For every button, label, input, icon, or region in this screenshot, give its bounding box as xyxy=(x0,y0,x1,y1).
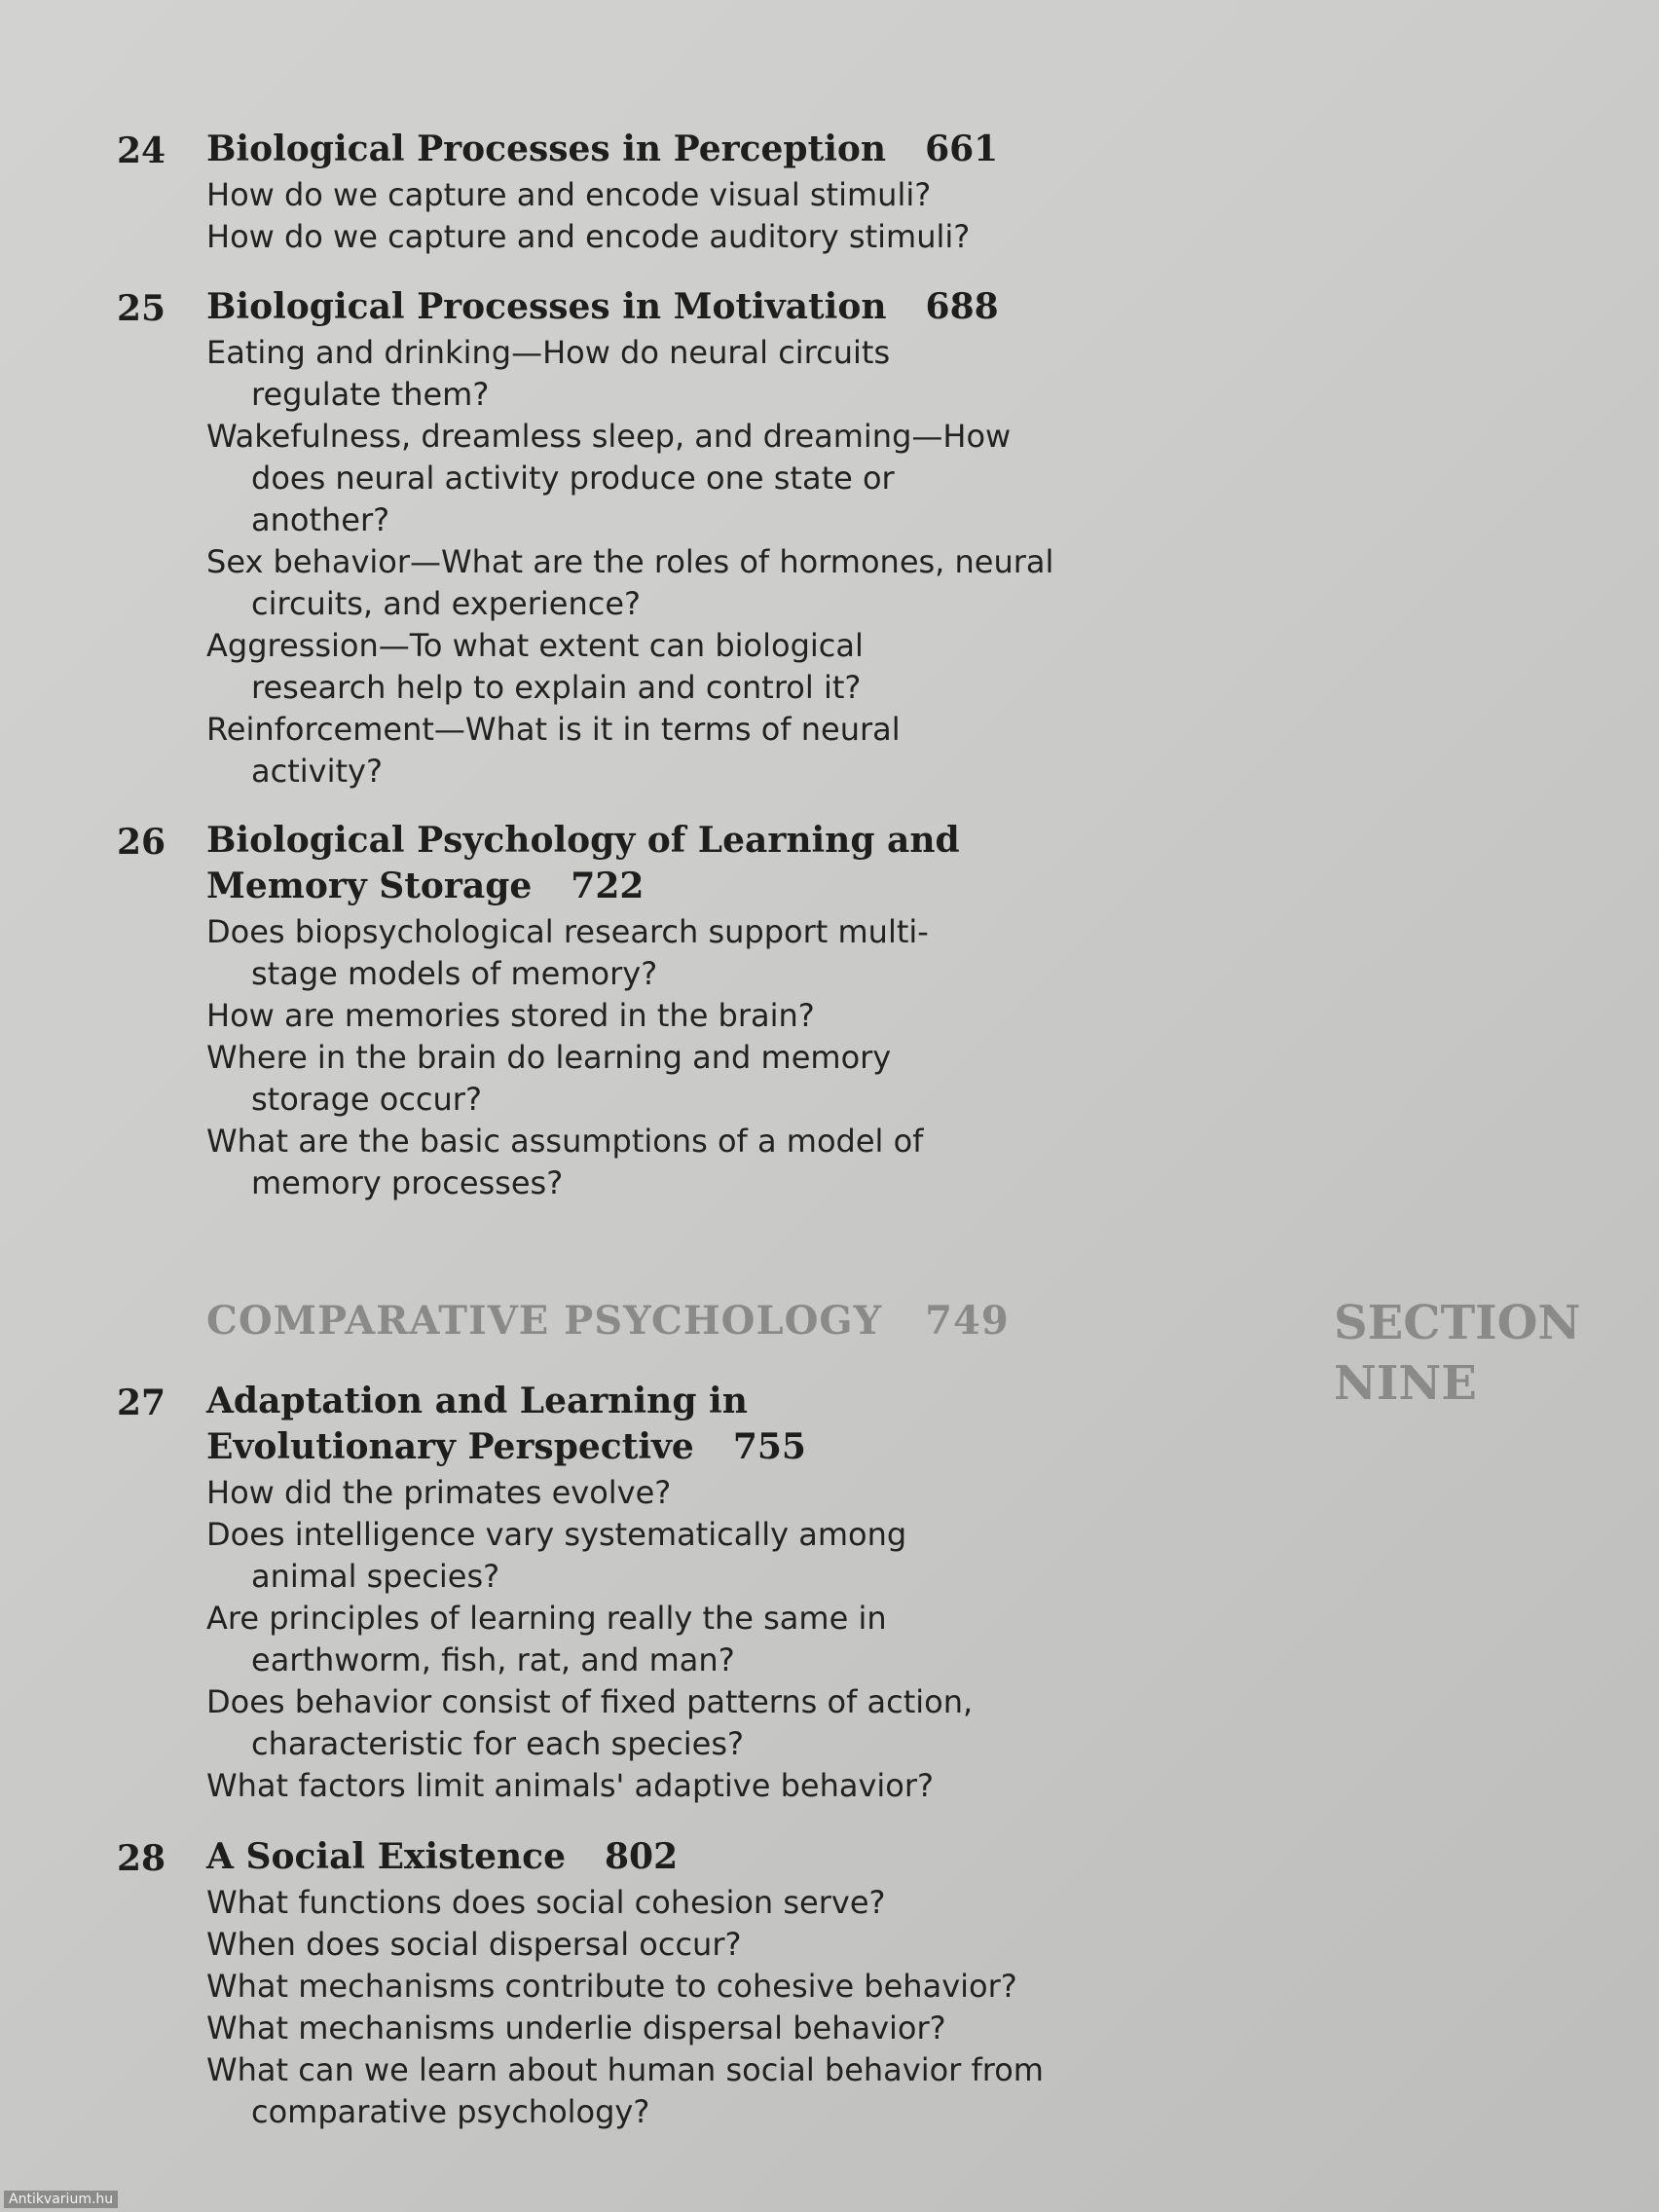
chapter-number: 28 xyxy=(117,1838,166,1879)
question-item: Aggression—To what extent can biological research help to explain and control it? xyxy=(206,627,864,706)
chapter-25 xyxy=(117,284,1180,793)
question-item: What functions does social cohesion serve? xyxy=(206,1884,886,1921)
question-item: How do we capture and encode visual stimuli? xyxy=(206,176,932,213)
chapter-number: 26 xyxy=(117,822,166,863)
question-list xyxy=(206,911,985,1204)
question-item: Where in the brain do learning and memory storage occur? xyxy=(206,1039,892,1118)
section-heading-text: COMPARATIVE PSYCHOLOGY xyxy=(206,1298,883,1344)
question-item: Does behavior consist of fixed patterns of action, characteristic for each species? xyxy=(206,1683,974,1762)
question-item: Are principles of learning really the same in earthworm, fish, rat, and man? xyxy=(206,1600,887,1678)
chapter-26 xyxy=(117,818,1083,1204)
chapter-number: 27 xyxy=(117,1382,166,1423)
question-item: What mechanisms contribute to cohesive behavior? xyxy=(206,1968,1017,2005)
chapter-page-number: 802 xyxy=(604,1836,679,1877)
chapter-title-text: Biological Processes in Motivation xyxy=(206,286,887,327)
question-list xyxy=(206,1472,985,1807)
question-item: When does social dispersal occur? xyxy=(206,1926,742,1963)
question-item: Sex behavior—What are the roles of hormones, neural circuits, and experience? xyxy=(206,543,1054,622)
question-item: Wakefulness, dreamless sleep, and dreaming—How does neural activity produce one state or another? xyxy=(206,418,1012,538)
chapter-number: 25 xyxy=(117,288,166,329)
question-item: What factors limit animals' adaptive behavior? xyxy=(206,1767,935,1804)
chapter-title-text: Biological Processes in Perception xyxy=(206,129,887,169)
chapter-page-number: 755 xyxy=(732,1426,806,1467)
question-item: How did the primates evolve? xyxy=(206,1474,672,1511)
section-label-line2: NINE xyxy=(1334,1356,1477,1411)
question-item: How do we capture and encode auditory stimuli? xyxy=(206,218,971,255)
chapter-number: 24 xyxy=(117,130,166,171)
chapter-title-text: A Social Existence xyxy=(206,1836,566,1877)
chapter-title xyxy=(206,818,1083,909)
chapter-page-number: 722 xyxy=(571,866,645,906)
question-item: What are the basic assumptions of a model of memory processes? xyxy=(206,1123,924,1201)
chapter-27 xyxy=(117,1379,985,1807)
section-label xyxy=(1334,1293,1580,1414)
question-item: Reinforcement—What is it in terms of neural activity? xyxy=(206,711,901,790)
chapter-title xyxy=(206,284,1180,330)
chapter-page-number: 661 xyxy=(925,129,999,169)
chapter-title xyxy=(206,127,1180,172)
section-heading xyxy=(206,1298,1010,1344)
question-item: Does intelligence vary systematically among animal species? xyxy=(206,1516,907,1595)
question-list xyxy=(206,332,1063,793)
chapter-title-text: Adaptation and Learning in Evolutionary Perspective xyxy=(206,1381,748,1467)
chapter-page-number: 688 xyxy=(925,286,999,327)
chapter-24 xyxy=(117,127,1180,258)
chapter-title-text: Biological Psychology of Learning and Memory Storage xyxy=(206,820,960,906)
question-list xyxy=(206,1882,1102,2133)
section-label-line1: SECTION xyxy=(1334,1296,1581,1350)
chapter-title xyxy=(206,1379,966,1470)
watermark: Antikvarium.hu xyxy=(4,2191,118,2208)
chapter-title xyxy=(206,1834,1180,1880)
chapter-28 xyxy=(117,1834,1180,2133)
section-page-number: 749 xyxy=(925,1298,1010,1344)
question-list xyxy=(206,174,1083,258)
question-item: What mechanisms underlie dispersal behavior? xyxy=(206,2009,946,2046)
question-item: How are memories stored in the brain? xyxy=(206,997,815,1034)
question-item: What can we learn about human social behavior from comparative psychology? xyxy=(206,2051,1044,2130)
question-item: Eating and drinking—How do neural circuits regulate them? xyxy=(206,334,891,413)
question-item: Does biopsychological research support multi-stage models of memory? xyxy=(206,913,929,992)
